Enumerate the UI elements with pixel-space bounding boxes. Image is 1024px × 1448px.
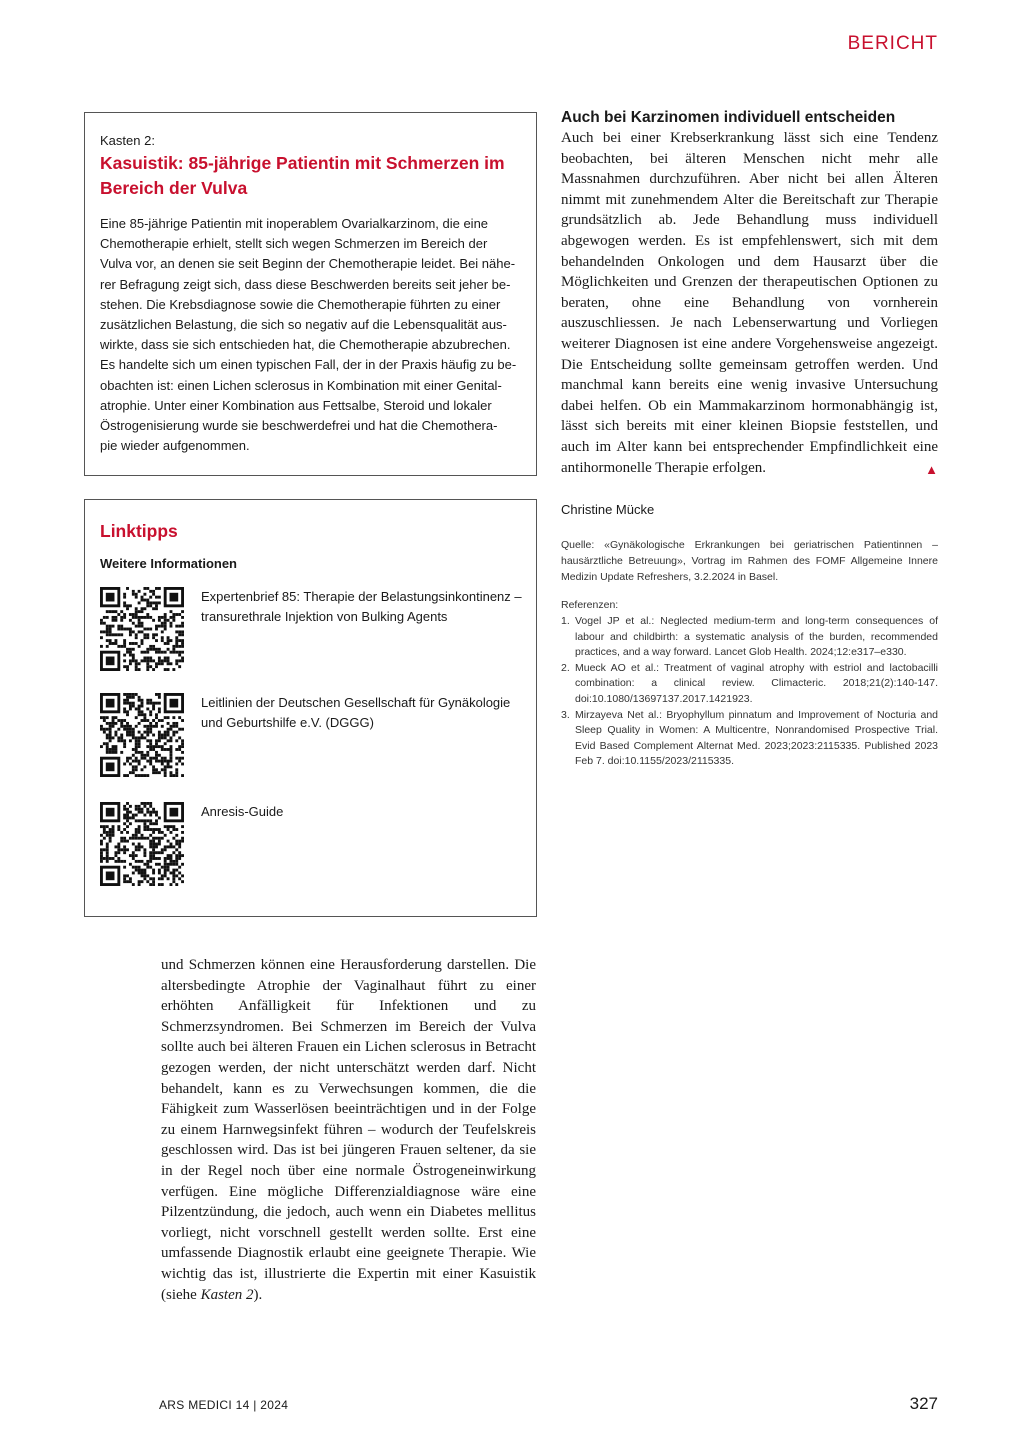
link-text-line[interactable]: transurethrale Injektion von Bulking Agents [201,609,448,624]
box-body-line: Chemotherapie erhielt, stellt sich wegen Schmerzen im Bereich der [100,236,488,252]
link-text-line[interactable]: Leitlinien der Deutschen Gesellschaft für Gynäkologie [201,695,511,710]
qr-code-icon[interactable] [100,802,184,886]
reference-item [561,661,938,708]
link-text[interactable] [201,693,526,733]
box-body-line: rer Befragung zeigt sich, dass diese Beschwerden bereits seit jeher be- [100,276,511,292]
box-kicker: Kasten 2: [100,133,155,148]
journal-footer: ARS MEDICI 14 | 2024 [159,1398,289,1412]
section-label: BERICHT [847,33,938,54]
article-paragraph: Auch bei einer Krebserkrankung lässt sich eine Tendenz beobachten, bei älteren Menschen nicht mehr alle Massnahmen durchzuführen. Aber nicht bei allen Älteren nimmt mit zunehmendem Alter die Bereitschaft zur Therapie grundsätzlich ab. Jede Behandlung muss individuell abgewogen werden. Es ist empfehlenswert, sich mit dem behandelnden Onkologen und dem Hausarzt über die Möglichkeiten und Grenzen der therapeutischen Optionen zu beraten, ohne eine Behandlung von vornherein auszuschliessen. Je nach Lebenserwartung und Vorliegen weiterer Diagnosen ist eine andere Vorgehensweise angezeigt. Die Entscheidung sollte gemeinsam getroffen werden. Und manchmal kann bereits eine wenig invasive Untersuchung dabei helfen. Ob ein Mammakarzinom hormonabhängig ist, lässt sich bereits mit einer kleinen Biopsie feststellen, und auch im Alter kann bei entsprechender Empfindlichkeit eine antihormonelle Therapie erfolgen. [561,130,938,476]
box-body-line: stehen. Die Krebsdiagnose sowie die Chemotherapie führten zu einer [100,296,501,312]
references-list [561,614,938,770]
reference-number: 3. [561,708,570,721]
section-heading: Auch bei Karzinomen individuell entscheiden [561,109,896,126]
box-body-line: Eine 85-jährige Patientin mit inoperablem Ovarialkarzinom, die eine [100,216,489,231]
box-title [100,151,521,201]
author-name: Christine Mücke [561,502,655,517]
box-body-line: wirkte, dass sie sich entschieden hat, die Chemotherapie abzubrechen. [100,337,511,353]
box-body-line: zusätzlichen Belastung, die sich so negativ auf die Lebensqualität aus- [100,317,507,333]
reference-number: 2. [561,661,570,674]
box-reference: Kasten 2 [200,1286,254,1303]
reference-text: Vogel JP et al.: Neglected medium-term and long-term consequences of labour and childbirth: a systematic analysis of the burden, recommended practices, and a way forward. Lancet Glob Health. 2024;12:e317–e330. [575,615,938,659]
link-text[interactable] [201,802,526,822]
link-text[interactable] [201,587,526,627]
link-text-line[interactable]: Anresis-Guide [201,804,284,819]
qr-code-icon[interactable] [100,693,184,777]
reference-item [561,614,938,661]
article-paragraph: und Schmerzen können eine Herausforderung darstellen. Die altersbedingte Atrophie der Vaginalhaut führt zu einer erhöhten Anfälligkeit für Infektionen und zu Schmerzsyndromen. Bei Schmerzen im Bereich der Vulva sollte auch bei älteren Frauen ein Lichen sclerosus in Betracht gezogen werden, der nicht unterschätzt werden darf. Nicht behandelt, kann es zu Verwechsungen kommen, die die Fähigkeit zum Wasserlösen beeinträchtigen und in der Folge zu einem Harnwegsinfekt führen – wodurch der Teufelskreis geschlossen wird. Das ist bei jüngeren Frauen seltener, da sie in der Regel noch über eine normale Östrogeneinwirkung verfügen. Eine mögliche Differenzialdiagnose wäre eine Pilzentzündung, die jedoch, auch wenn ein Diabetes mellitus vorliegt, nicht vorschnell gestellt werden sollte. Erst eine umfassende Diagnostik erlaubt eine geeignete Therapie. Wie wichtig das ist, illustrierte die Expertin mit einer Kasuistik (siehe [161,957,536,1303]
reference-text: Mirzayeva Net al.: Bryophyllum pinnatum and Improvement of Nocturia and Sleep Quality in Women: A Multicentre, Nonrandomised Prospective Trial. Evid Based Complement Alternat Med. 2023;2023:2115335. Published 2023 Feb 7. doi:10.1155/2023/2115335. [575,708,938,768]
box-body [100,214,521,456]
box-body-line: pie wieder aufgenommen. [100,438,250,454]
right-column [561,108,938,480]
link-text-line[interactable]: Expertenbrief 85: Therapie der Belastungsinkontinenz – [201,589,522,604]
qr-code-icon[interactable] [100,587,184,671]
link-tips-subtitle: Weitere Informationen [100,556,238,571]
link-tips-title: Linktipps [100,521,178,541]
article-text [561,128,938,478]
box-body-line: Vulva vor, an denen sie seit Beginn der Chemotherapie leidet. Bei nähe- [100,256,516,272]
reference-item [561,708,938,770]
reference-number: 1. [561,615,570,627]
case-study-box [84,112,537,476]
reference-text: Mueck AO et al.: Treatment of vaginal atrophy with estriol and lactobacilli combination: a clinical review. Climacteric. 2018;21(2):140-147. doi:10.1080/13697137.2017.1421923. [575,661,938,705]
article-text-continued [161,955,536,1305]
box-body-line: Östrogenisierung wurde sie beschwerdefrei und hat die Chemothera- [100,418,498,434]
link-text-line[interactable]: und Geburtshilfe e.V. (DGGG) [201,715,374,730]
box-title-line: Kasuistik: 85-jährige Patientin mit Schmerzen im [100,153,505,173]
box-title-line: Bereich der Vulva [100,178,248,198]
page-number: 327 [909,1394,938,1413]
box-body-line: Es handelte sich um einen typischen Fall, der in der Praxis häufig zu be- [100,357,517,373]
link-tips-box [84,499,537,917]
end-of-article-icon: ▲ [925,461,938,477]
article-paragraph-end: ). [253,1286,263,1303]
box-body-line: obachten ist: einen Lichen sclerosus in Kombination mit einer Genital- [100,377,502,393]
source-note: Quelle: «Gynäkologische Erkrankungen bei geriatrischen Patientinnen – hausärztliche Betreuung», Vortrag im Rahmen des FOMF Allgemeine Innere Medizin Update Refreshers, 3.2.2024 in Basel. [561,539,938,583]
references-label: Referenzen: [561,599,619,611]
box-body-line: atrophie. Unter einer Kombination aus Fettsalbe, Steroid und lokaler [100,397,492,413]
